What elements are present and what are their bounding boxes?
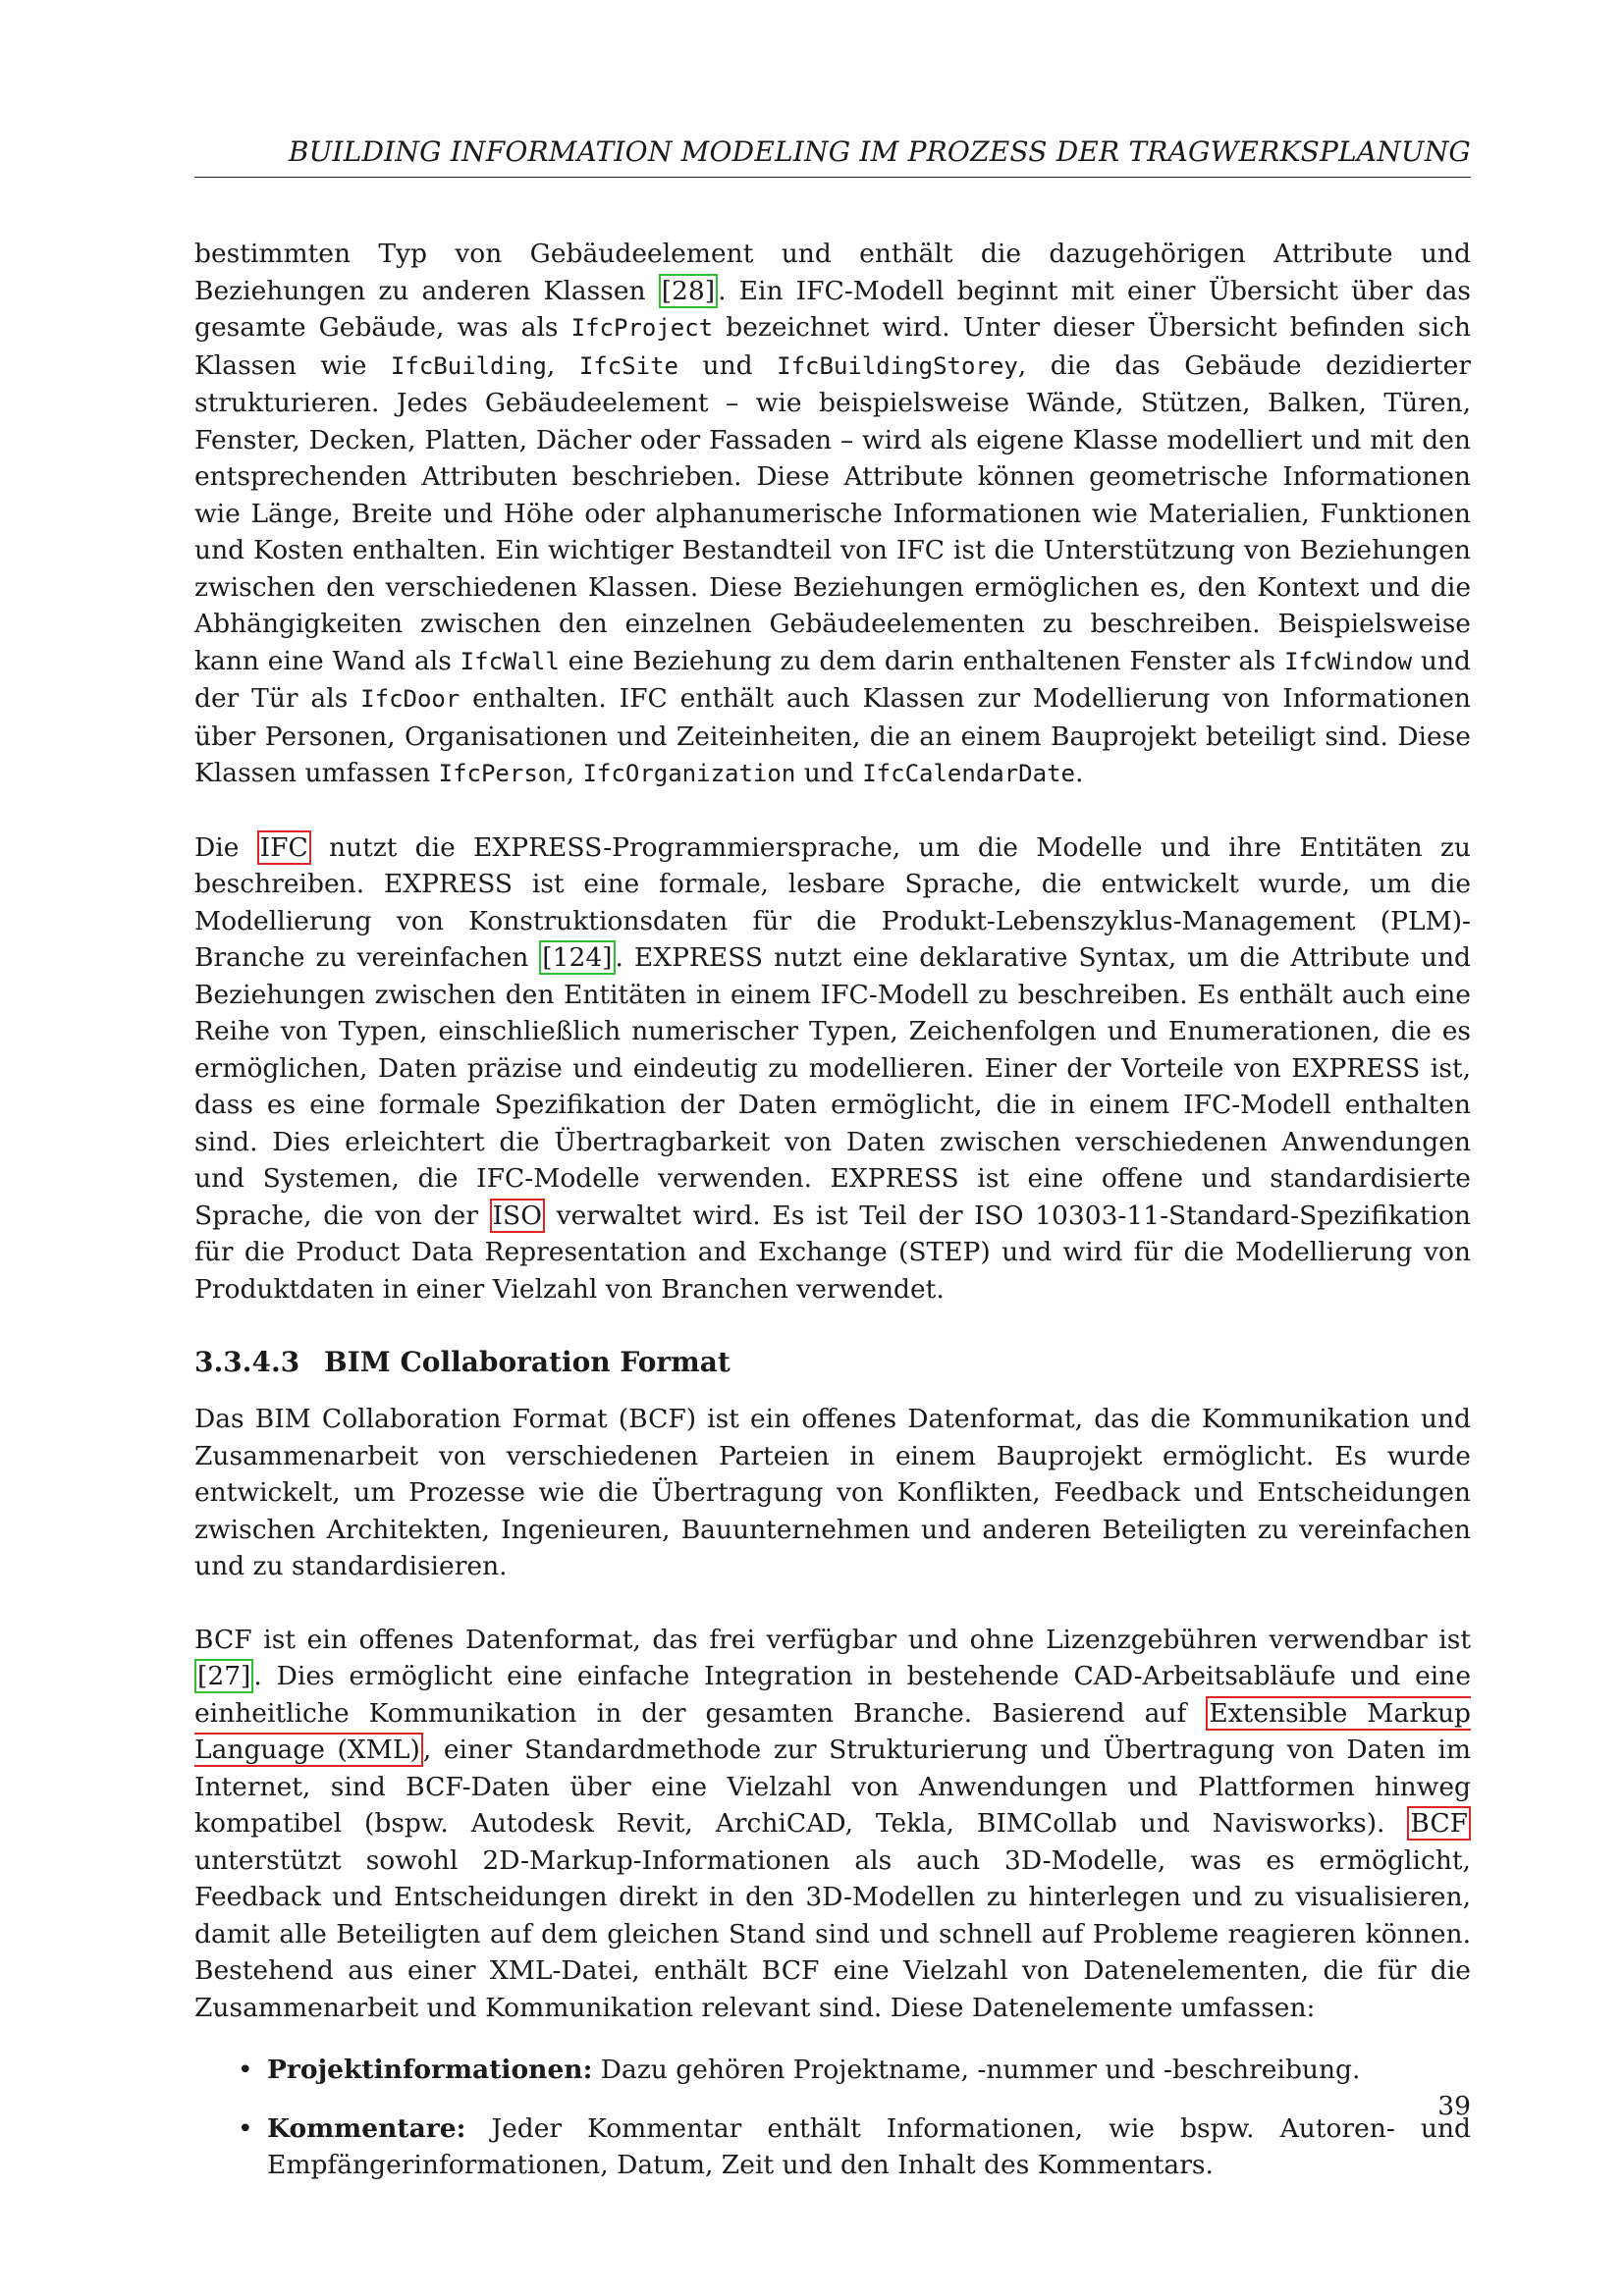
citation-link[interactable]: [124] [539,940,615,975]
text-run: . EXPRESS nutzt eine deklarative Syntax, um die Attribute und Beziehungen zwischen den Entitäten in einem IFC-Modell zu beschreiben. Es enthält auch eine Reihe von Typen, einschließlich numerischer Typen, Zeichenfolgen und Enumerationen, die es ermöglichen, Daten präzise und eindeutig zu modellieren. Einer der Vorteile von EXPRESS ist, dass es eine formale Spezifikation der Daten ermöglicht, die in einem IFC-Modell enthalten sind. Dies erleichtert die Übertragbarkeit von Daten zwischen verschiedenen Anwendungen und Systemen, die IFC-Modelle verwenden. EXPRESS ist eine offene und standardisierte Sprache, die von der [194,942,1472,1231]
text-run: und der Tür als [194,645,1471,714]
text-run: enthalten. IFC enthält auch Klassen zur Modellierung von Informationen über Personen, Organisationen und Zeiteinheiten, die an einem Bauprojekt beteiligt sind. Diese Klassen umfassen [194,683,1471,788]
list-term: Projektinformationen: [267,2055,593,2085]
code-ifccalendardate: IfcCalendarDate [862,760,1075,787]
acronym-link-xml[interactable]: Extensible Markup Language (XML) [194,1697,1472,1765]
paragraph-express [194,829,1471,1308]
text-run: BCF ist ein offenes Datenformat, das frei verfügbar und ohne Lizenzgebühren verwendbar ist [194,1624,1471,1655]
acronym-link-iso[interactable]: ISO [490,1199,545,1233]
page-number: 39 [1437,2091,1471,2121]
code-ifcdoor: IfcDoor [360,685,460,713]
text-run: nutzt die EXPRESS-Programmiersprache, um die Modelle und ihre Entitäten zu beschreiben. EXPRESS ist eine formale, lesbare Sprache, die entwickelt wurde, um die Modellierung von Konstruktionsdaten für die Produkt-Lebenszyklus-Management (PLM)-Branche zu vereinfachen [194,831,1471,973]
section-number: 3.3.4.3 [194,1346,300,1378]
code-ifcwindow: IfcWindow [1284,647,1413,675]
list-item [194,2052,1471,2089]
list-text: Dazu gehören Projektname, -nummer und -beschreibung. [592,2055,1361,2085]
text-run: . Dies ermöglicht eine einfache Integration in bestehende CAD-Arbeitsabläufe und eine einheitliche Kommunikation in der gesamten Branche. Basierend auf [194,1661,1471,1729]
citation-link[interactable]: [27] [194,1659,253,1693]
text-run: . Ein IFC-Modell beginnt mit einer Übersicht über das gesamte Gebäude, was als [194,275,1471,343]
citation-link[interactable]: [28] [659,274,718,308]
bullet-icon: • [238,2112,253,2144]
text-run: und [677,349,778,381]
header-rule [194,177,1471,178]
text-run: , [546,349,579,381]
text-run: bezeichnet wird. Unter dieser Übersicht befinden sich Klassen wie [194,312,1472,381]
text-run: , die das Gebäude dezidierter strukturieren. Jedes Gebäudeelement – wie beispielsweise Wände, Stützen, Balken, Türen, Fenster, Decken, Platten, Dächer oder Fassaden – wird als eigene Klasse modelliert und mit den entsprechenden Attributen beschrieben. Diese Attribute können geometrische Informationen wie Länge, Breite und Höhe oder alphanumerische Informationen wie Materialien, Funktionen und Kosten enthalten. Ein wichtiger Bestandteil von IFC ist die Unterstützung von Beziehungen zwischen den verschiedenen Klassen. Diese Beziehungen ermöglichen es, den Kontext und die Abhängigkeiten zwischen den einzelnen Gebäudeelementen zu beschreiben. Beispielsweise kann eine Wand als [194,349,1471,676]
text-run: , einer Standardmethode zur Strukturierung und Übertragung von Daten im Internet, sind BCF-Daten über eine Vielzahl von Anwendungen und Plattformen hinweg kompatibel (bspw. Autodesk Revit, ArchiCAD, Tekla, BIMCollab und Navisworks). [194,1735,1471,1839]
bullet-icon: • [238,2055,253,2085]
acronym-link-ifc[interactable]: IFC [257,830,311,865]
section-heading [194,1344,1471,1381]
body-text [194,236,1471,2206]
list-term: Kommentare: [267,2112,466,2144]
text-run: eine Beziehung zu dem darin enthaltenen Fenster als [559,645,1285,676]
paragraph-ifc-classes [194,236,1471,793]
code-ifcbuildingstorey: IfcBuildingStorey [777,351,1018,380]
code-ifcbuilding: IfcBuilding [390,351,547,380]
text-run: Die [194,831,257,863]
text-run: , [566,758,583,788]
text-run: bestimmten Typ von Gebäudeelement und enthält die dazugehörigen Attribute und Beziehungen zu anderen Klassen [194,239,1471,306]
section-title: BIM Collaboration Format [324,1346,731,1378]
text-run: unterstützt sowohl 2D-Markup-Informationen als auch 3D-Modelle, was es ermöglicht, Feedback und Entscheidungen direkt in den 3D-Modellen zu hinterlegen und zu visualisieren, damit alle Beteiligten auf dem gleichen Stand sind und schnell auf Probleme reagieren können. Bestehend aus einer XML-Datei, enthält BCF eine Vielzahl von Datenelementen, die für die Zusammenarbeit und Kommunikation relevant sind. Diese Datenelemente umfassen: [194,1844,1471,2023]
paragraph-bcf-intro: Das BIM Collaboration Format (BCF) ist ein offenes Datenformat, das die Kommunikation und Zusammenarbeit von verschiedenen Parteien in einem Bauprojekt ermöglicht. Es wurde entwickelt, um Prozesse wie die Übertragung von Konflikten, Feedback und Entscheidungen zwischen Architekten, Ingenieuren, Bauunternehmen und anderen Beteiligten zu vereinfachen und zu standardisieren. [194,1404,1471,1581]
acronym-link-bcf[interactable]: BCF [1407,1806,1471,1841]
code-ifcsite: IfcSite [578,351,678,380]
code-ifcproject: IfcProject [570,314,714,342]
code-ifcorganization: IfcOrganization [582,760,796,787]
text-run: und [795,758,863,788]
code-ifcperson: IfcPerson [438,760,567,787]
list-text: Jeder Kommentar enthält Informationen, wie bspw. Autoren- und Empfängerinformationen, Datum, Zeit und den Inhalt des Kommentars. [267,2112,1471,2180]
text-run: verwaltet wird. Es ist Teil der ISO 10303-11-Standard-Spezifikation für die Product Data Representation and Exchange (STEP) und wird für die Modellierung von Produktdaten in einer Vielzahl von Branchen verwendet. [194,1200,1471,1305]
code-ifcwall: IfcWall [460,647,560,675]
text-run: . [1074,758,1084,788]
running-header: BUILDING INFORMATION MODELING IM PROZESS DER TRAGWERKSPLANUNG [288,135,1471,168]
paragraph-bcf-details [194,1622,1471,2027]
